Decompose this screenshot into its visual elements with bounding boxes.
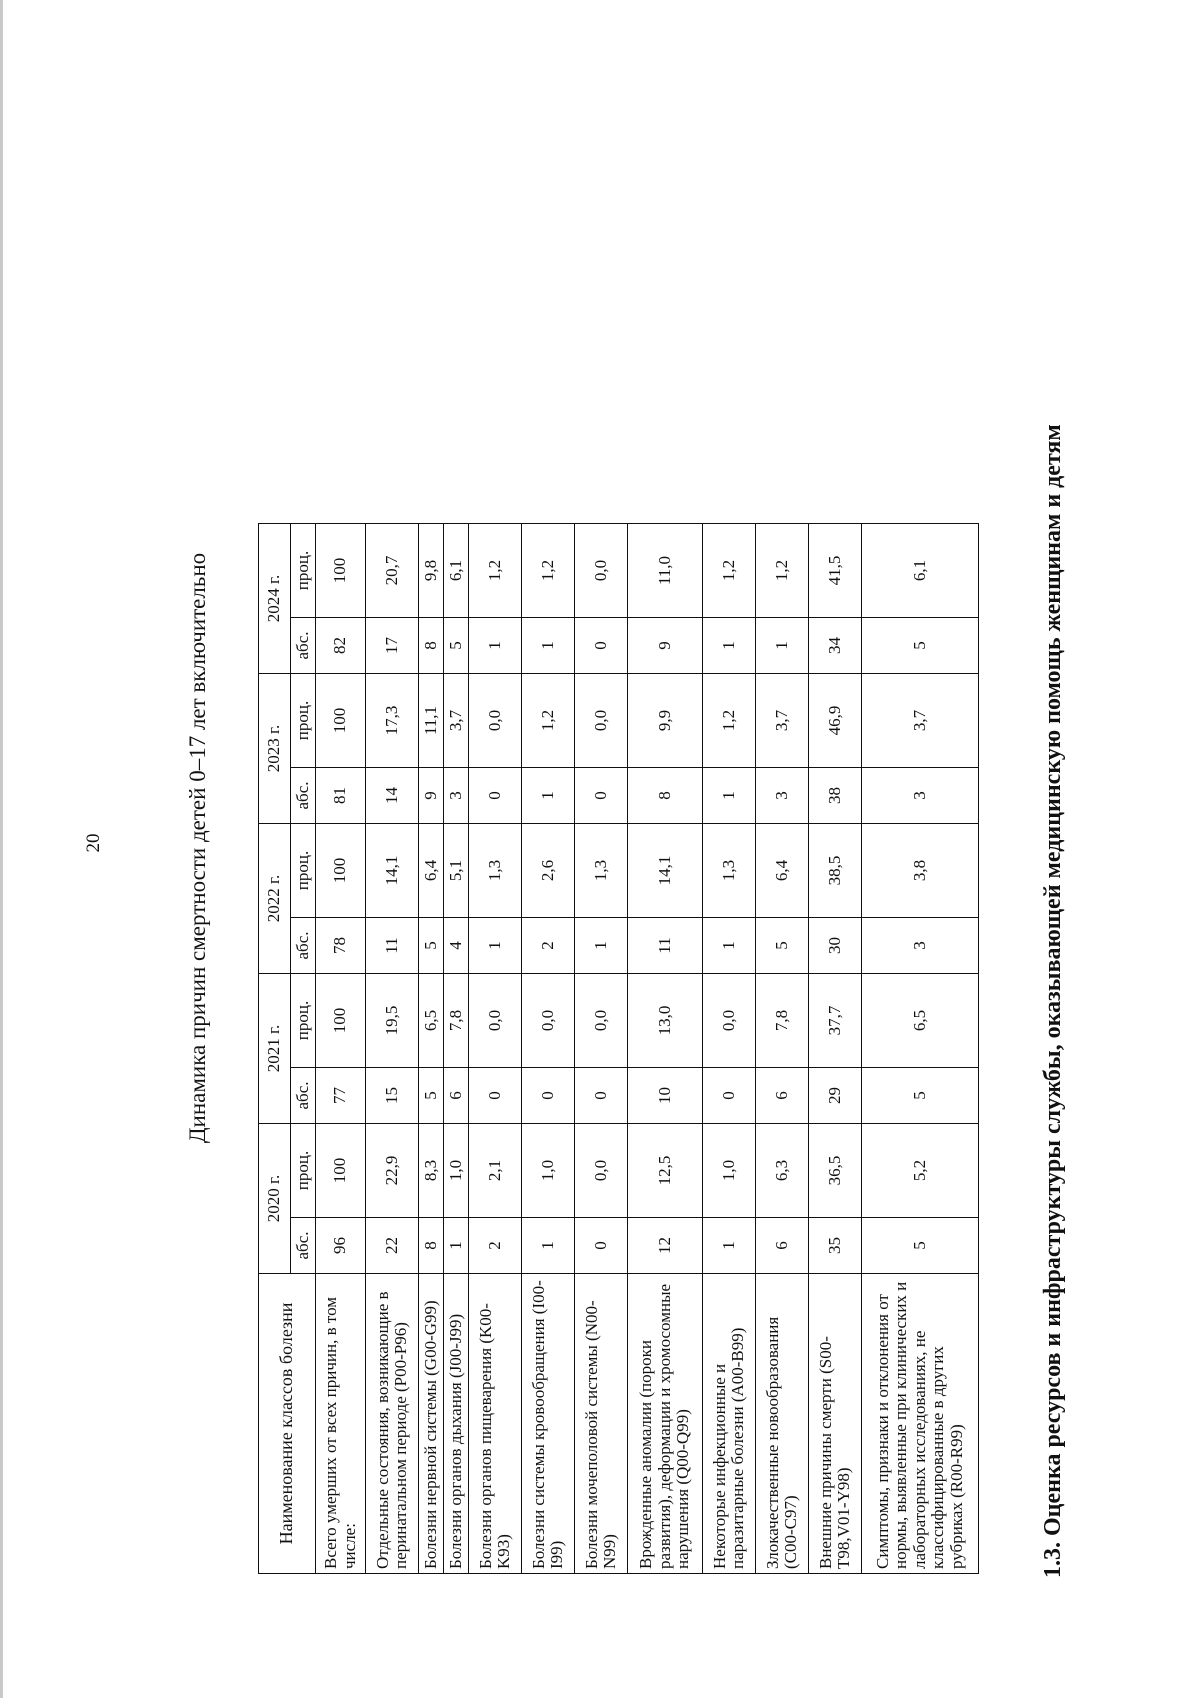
pct-value-cell: 5,1 (444, 824, 469, 918)
pct-value-cell: 9,9 (628, 674, 703, 768)
pct-value-cell: 0,0 (575, 974, 628, 1068)
pct-value-cell: 46,9 (809, 674, 862, 768)
abs-value-cell: 5 (444, 618, 469, 674)
pct-value-cell: 13,0 (628, 974, 703, 1068)
pct-value-cell: 14,1 (628, 824, 703, 918)
pct-value-cell: 2,6 (522, 824, 575, 918)
pct-value-cell: 38,5 (809, 824, 862, 918)
table-row (862, 524, 979, 1574)
abs-value-cell: 30 (809, 918, 862, 974)
abs-value-cell: 9 (628, 618, 703, 674)
abs-value-cell: 10 (628, 1068, 703, 1124)
abs-value-cell: 1 (575, 918, 628, 974)
pct-value-cell: 1,0 (444, 1124, 469, 1218)
pct-value-cell: 37,7 (809, 974, 862, 1068)
abs-value-cell: 0 (575, 1218, 628, 1274)
pct-value-cell: 3,7 (862, 674, 979, 768)
table-row (316, 524, 366, 1574)
pct-value-cell: 1,2 (756, 524, 809, 618)
disease-class-name: Болезни органов дыхания (J00-J99) (444, 1274, 469, 1574)
pct-value-cell: 0,0 (703, 974, 756, 1068)
table-title: Динамика причин смертности детей 0–17 лет включительно (185, 552, 210, 1144)
pct-subheader: проц. (291, 974, 316, 1068)
disease-class-name: Болезни мочеполовой системы (N00-N99) (575, 1274, 628, 1574)
abs-value-cell: 0 (469, 768, 522, 824)
mortality-table-wrapper (258, 523, 979, 1574)
abs-value-cell: 11 (628, 918, 703, 974)
table-row (522, 524, 575, 1574)
pct-value-cell: 2,1 (469, 1124, 522, 1218)
abs-subheader: абс. (291, 1218, 316, 1274)
year-header: 2022 г. (259, 824, 291, 974)
table-row (703, 524, 756, 1574)
abs-value-cell: 3 (862, 768, 979, 824)
disease-class-name: Болезни системы кровообращения (I00-I99) (522, 1274, 575, 1574)
abs-subheader: абс. (291, 618, 316, 674)
pct-value-cell: 100 (316, 524, 366, 618)
disease-class-name: Всего умерших от всех причин, в том числе: (316, 1274, 366, 1574)
abs-value-cell: 1 (522, 618, 575, 674)
abs-value-cell: 96 (316, 1218, 366, 1274)
abs-value-cell: 3 (862, 918, 979, 974)
abs-value-cell: 1 (703, 918, 756, 974)
abs-value-cell: 77 (316, 1068, 366, 1124)
table-row (756, 524, 809, 1574)
pct-value-cell: 6,4 (419, 824, 444, 918)
abs-value-cell: 34 (809, 618, 862, 674)
disease-class-name: Симптомы, признаки и отклонения от нормы, выявленные при клинических и лабораторных исследованиях, не классифицированные в других рубриках (R00-R99) (862, 1274, 979, 1574)
pct-value-cell: 100 (316, 1124, 366, 1218)
table-row (809, 524, 862, 1574)
abs-value-cell: 8 (419, 1218, 444, 1274)
abs-value-cell: 78 (316, 918, 366, 974)
abs-value-cell: 12 (628, 1218, 703, 1274)
pct-value-cell: 9,8 (419, 524, 444, 618)
table-row (444, 524, 469, 1574)
abs-value-cell: 5 (862, 1068, 979, 1124)
abs-value-cell: 6 (444, 1068, 469, 1124)
pct-value-cell: 6,5 (862, 974, 979, 1068)
pct-subheader: проц. (291, 1124, 316, 1218)
mortality-table (258, 523, 979, 1574)
pct-value-cell: 0,0 (575, 1124, 628, 1218)
pct-value-cell: 19,5 (366, 974, 419, 1068)
pct-subheader: проц. (291, 674, 316, 768)
abs-value-cell: 22 (366, 1218, 419, 1274)
pct-value-cell: 20,7 (366, 524, 419, 618)
abs-value-cell: 81 (316, 768, 366, 824)
abs-value-cell: 8 (628, 768, 703, 824)
abs-value-cell: 1 (756, 618, 809, 674)
year-header: 2020 г. (259, 1124, 291, 1274)
table-row (575, 524, 628, 1574)
abs-value-cell: 1 (522, 768, 575, 824)
abs-value-cell: 2 (469, 1218, 522, 1274)
abs-value-cell: 1 (703, 1218, 756, 1274)
abs-value-cell: 17 (366, 618, 419, 674)
abs-value-cell: 0 (703, 1068, 756, 1124)
abs-value-cell: 38 (809, 768, 862, 824)
abs-value-cell: 0 (575, 1068, 628, 1124)
pct-value-cell: 1,3 (575, 824, 628, 918)
pct-value-cell: 1,2 (522, 674, 575, 768)
abs-value-cell: 5 (419, 1068, 444, 1124)
pct-value-cell: 8,3 (419, 1124, 444, 1218)
abs-value-cell: 0 (575, 768, 628, 824)
pct-value-cell: 1,3 (703, 824, 756, 918)
abs-value-cell: 1 (522, 1218, 575, 1274)
year-header: 2021 г. (259, 974, 291, 1124)
pct-value-cell: 7,8 (756, 974, 809, 1068)
pct-value-cell: 14,1 (366, 824, 419, 918)
year-header-row (259, 524, 291, 1574)
abs-value-cell: 1 (444, 1218, 469, 1274)
pct-value-cell: 36,5 (809, 1124, 862, 1218)
table-row (419, 524, 444, 1574)
disease-class-name: Болезни органов пищеварения (K00-K93) (469, 1274, 522, 1574)
abs-value-cell: 1 (703, 768, 756, 824)
section-heading: 1.3. Оценка ресурсов и инфраструктуры службы, оказывающей медицинскую помощь женщинам и детям (1040, 424, 1066, 1578)
pct-value-cell: 7,8 (444, 974, 469, 1068)
pct-value-cell: 6,1 (862, 524, 979, 618)
pct-value-cell: 41,5 (809, 524, 862, 618)
pct-value-cell: 1,2 (522, 524, 575, 618)
table-row (366, 524, 419, 1574)
pct-value-cell: 6,4 (756, 824, 809, 918)
abs-value-cell: 3 (756, 768, 809, 824)
pct-value-cell: 11,0 (628, 524, 703, 618)
abs-value-cell: 3 (444, 768, 469, 824)
abs-value-cell: 9 (419, 768, 444, 824)
pct-value-cell: 100 (316, 974, 366, 1068)
pct-value-cell: 5,2 (862, 1124, 979, 1218)
pct-subheader: проц. (291, 524, 316, 618)
disease-class-name: Некоторые инфекционные и паразитарные болезни (A00-B99) (703, 1274, 756, 1574)
pct-value-cell: 17,3 (366, 674, 419, 768)
abs-value-cell: 1 (469, 918, 522, 974)
abs-subheader: абс. (291, 1068, 316, 1124)
pct-value-cell: 1,2 (469, 524, 522, 618)
pct-value-cell: 1,0 (522, 1124, 575, 1218)
disease-class-name: Злокачественные новообразования (C00-C97) (756, 1274, 809, 1574)
pct-value-cell: 12,5 (628, 1124, 703, 1218)
abs-value-cell: 5 (862, 618, 979, 674)
abs-value-cell: 5 (756, 918, 809, 974)
disease-class-name: Отдельные состояния, возникающие в перинатальном периоде (P00-P96) (366, 1274, 419, 1574)
pct-value-cell: 6,5 (419, 974, 444, 1068)
abs-subheader: абс. (291, 768, 316, 824)
pct-subheader: проц. (291, 824, 316, 918)
pct-value-cell: 11,1 (419, 674, 444, 768)
pct-value-cell: 0,0 (469, 974, 522, 1068)
abs-value-cell: 5 (419, 918, 444, 974)
pct-value-cell: 1,0 (703, 1124, 756, 1218)
abs-value-cell: 15 (366, 1068, 419, 1124)
pct-value-cell: 1,2 (703, 524, 756, 618)
pct-value-cell: 0,0 (522, 974, 575, 1068)
pct-value-cell: 6,1 (444, 524, 469, 618)
pct-value-cell: 22,9 (366, 1124, 419, 1218)
pct-value-cell: 0,0 (575, 674, 628, 768)
abs-value-cell: 82 (316, 618, 366, 674)
pct-value-cell: 3,7 (756, 674, 809, 768)
abs-value-cell: 35 (809, 1218, 862, 1274)
table-row (628, 524, 703, 1574)
year-header: 2023 г. (259, 674, 291, 824)
abs-value-cell: 1 (469, 618, 522, 674)
abs-subheader: абс. (291, 918, 316, 974)
abs-value-cell: 4 (444, 918, 469, 974)
abs-value-cell: 5 (862, 1218, 979, 1274)
abs-value-cell: 6 (756, 1218, 809, 1274)
abs-value-cell: 8 (419, 618, 444, 674)
abs-value-cell: 0 (575, 618, 628, 674)
abs-value-cell: 2 (522, 918, 575, 974)
disease-class-name: Врожденные аномалии (пороки развития), деформации и хромосомные нарушения (Q00-Q99) (628, 1274, 703, 1574)
abs-value-cell: 29 (809, 1068, 862, 1124)
abs-value-cell: 6 (756, 1068, 809, 1124)
abs-value-cell: 0 (522, 1068, 575, 1124)
pct-value-cell: 3,7 (444, 674, 469, 768)
page-number: 20 (83, 833, 104, 853)
pct-value-cell: 1,3 (469, 824, 522, 918)
table-row (469, 524, 522, 1574)
pct-value-cell: 100 (316, 674, 366, 768)
pct-value-cell: 100 (316, 824, 366, 918)
pct-value-cell: 0,0 (469, 674, 522, 768)
abs-value-cell: 11 (366, 918, 419, 974)
disease-class-header: Наименование классов болезни (259, 1274, 316, 1574)
pct-value-cell: 6,3 (756, 1124, 809, 1218)
abs-value-cell: 1 (703, 618, 756, 674)
year-header: 2024 г. (259, 524, 291, 674)
abs-value-cell: 0 (469, 1068, 522, 1124)
disease-class-name: Болезни нервной системы (G00-G99) (419, 1274, 444, 1574)
abs-value-cell: 14 (366, 768, 419, 824)
pct-value-cell: 0,0 (575, 524, 628, 618)
pct-value-cell: 1,2 (703, 674, 756, 768)
pct-value-cell: 3,8 (862, 824, 979, 918)
disease-class-name: Внешние причины смерти (S00-T98,V01-Y98) (809, 1274, 862, 1574)
